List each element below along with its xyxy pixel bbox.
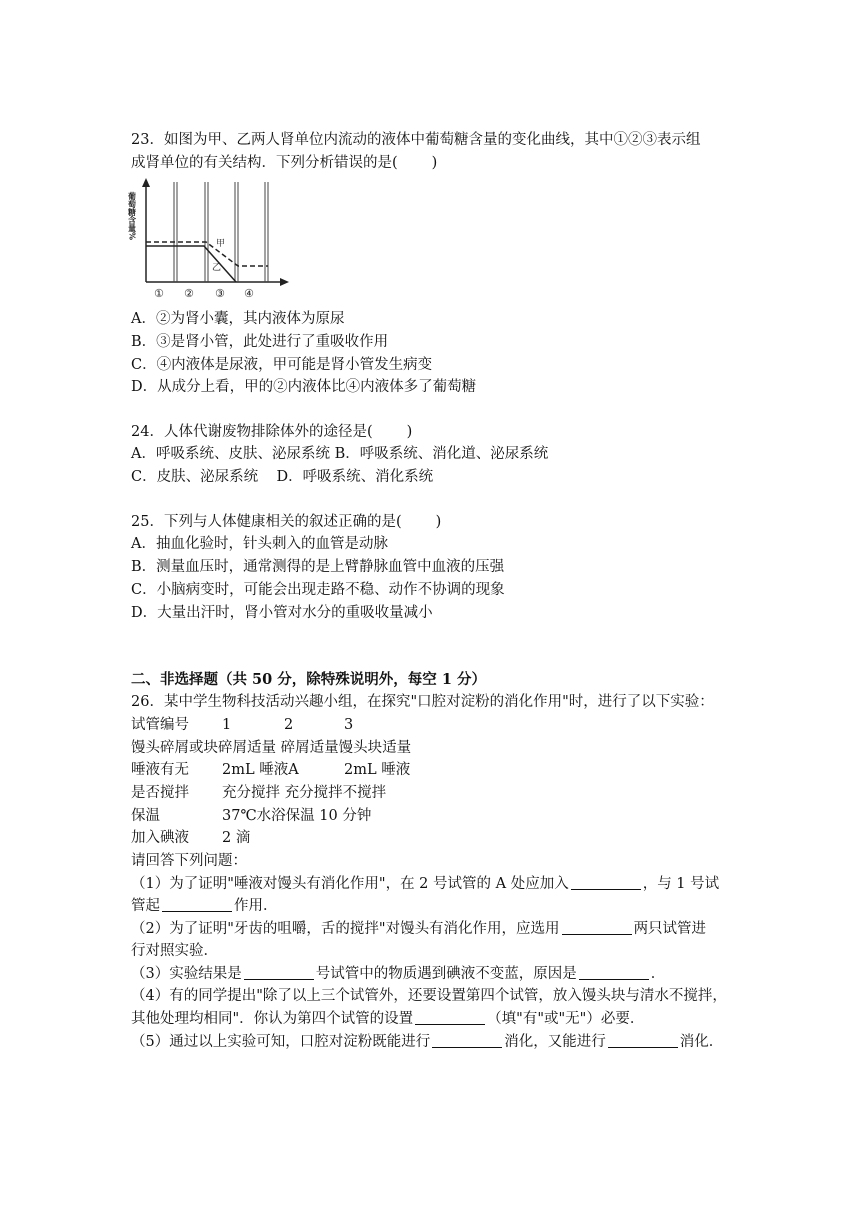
table-r1-c2: 1	[222, 717, 232, 733]
table-r4-c1: 是否搅拌	[131, 785, 189, 801]
q24-stem-paren: )	[406, 424, 413, 440]
answer-blank-3[interactable]	[562, 920, 632, 935]
answer-blank-1[interactable]	[571, 875, 641, 890]
q26-prompt: 请回答下列问题：	[131, 853, 247, 869]
q26-p2b: 两只试管进	[633, 921, 707, 937]
q24-stem	[131, 422, 412, 442]
table-r6-c2: 2 滴	[222, 830, 251, 846]
label-jia: 甲	[216, 239, 226, 249]
q26-p4c: （填"有"或"无"）必要．	[487, 1011, 645, 1027]
q26-p5c: 消化．	[679, 1034, 724, 1050]
tick-3: ③	[215, 287, 225, 300]
q26-p3a: （3）实验结果是	[131, 966, 242, 982]
q23-stem-paren: )	[431, 155, 438, 171]
y-axis-label: 葡萄糖含量%	[128, 192, 137, 241]
q26-p1d: 作用．	[234, 898, 278, 914]
q26-part4-line1: （4）有的同学提出"除了以上三个试管外，还要设置第四个试管，放入馒头块与清水不搅拌，	[131, 988, 727, 1004]
q26-part1-line2	[131, 896, 278, 916]
q23-option-d[interactable]: D．从成分上看，甲的②内液体比④内液体多了葡萄糖	[131, 379, 477, 395]
q23-stem-line2	[131, 153, 437, 173]
table-r3-c1: 唾液有无	[131, 762, 189, 778]
q26-p3c: ．	[650, 966, 666, 982]
table-r5-c2: 37℃水浴保温 10 分钟	[222, 808, 372, 824]
table-r3-c2: 2mL 唾液A	[222, 762, 299, 778]
q26-part5	[131, 1032, 723, 1052]
q23-option-b[interactable]: B．③是肾小管，此处进行了重吸收作用	[131, 334, 389, 350]
glucose-curve-figure	[128, 178, 290, 302]
q25-stem-paren: )	[435, 514, 442, 530]
section-heading: 二、非选择题（共 50 分，除特殊说明外，每空 1 分）	[131, 671, 486, 688]
label-yi: 乙	[212, 263, 222, 273]
q26-p1c: 管起	[131, 898, 160, 914]
table-r6-c1: 加入碘液	[131, 830, 189, 846]
curve-yi	[146, 246, 236, 282]
q25-option-d[interactable]: D．大量出汗时，肾小管对水分的重吸收量减小	[131, 605, 433, 621]
answer-blank-2[interactable]	[162, 897, 232, 912]
q26-p3b: 号试管中的物质遇到碘液不变蓝，原因是	[315, 966, 577, 982]
q25-stem	[131, 512, 441, 532]
q26-p5b: 消化，又能进行	[504, 1034, 606, 1050]
q26-part1-line1	[131, 874, 719, 894]
table-r4-c2: 充分搅拌 充分搅拌不搅拌	[222, 785, 387, 801]
tick-1: ①	[154, 287, 164, 300]
q26-p2a: （2）为了证明"牙齿的咀嚼，舌的搅拌"对馒头有消化作用，应选用	[131, 921, 560, 937]
q23-stem-text: 成肾单位的有关结构．下列分析错误的是(	[131, 155, 398, 171]
q25-option-a[interactable]: A．抽血化验时，针头刺入的血管是动脉	[131, 536, 388, 552]
table-r3-c3: 2mL 唾液	[344, 762, 411, 778]
q26-stem: 26．某中学生物科技活动兴趣小组，在探究"口腔对淀粉的消化作用"时，进行了以下实验：	[131, 694, 714, 710]
q26-part2-line1	[131, 919, 706, 939]
q26-p4b: 其他处理均相同"．你认为第四个试管的设置	[131, 1011, 414, 1027]
q24-options-line2[interactable]: C．皮肤、泌尿系统 D．呼吸系统、消化系统	[131, 469, 434, 485]
q23-option-c[interactable]: C．④内液体是尿液，甲可能是肾小管发生病变	[131, 357, 433, 373]
q25-option-b[interactable]: B．测量血压时，通常测得的是上臂静脉血管中血液的压强	[131, 559, 505, 575]
q23-stem-line1: 23．如图为甲、乙两人肾单位内流动的液体中葡萄糖含量的变化曲线，其中①②③表示组	[131, 132, 701, 148]
answer-blank-6[interactable]	[415, 1010, 485, 1025]
q26-part4-line2	[131, 1009, 644, 1029]
q26-part2-line2: 行对照实验．	[131, 943, 218, 959]
answer-blank-5[interactable]	[579, 965, 649, 980]
q25-stem-text: 25．下列与人体健康相关的叙述正确的是(	[131, 514, 402, 530]
q24-stem-text: 24．人体代谢废物排除体外的途径是(	[131, 424, 373, 440]
answer-blank-8[interactable]	[608, 1033, 678, 1048]
answer-blank-7[interactable]	[432, 1033, 502, 1048]
q26-p1b: ，与 1 号试	[642, 876, 720, 892]
q25-option-c[interactable]: C．小脑病变时，可能会出现走路不稳、动作不协调的现象	[131, 582, 505, 598]
q26-part3	[131, 964, 665, 984]
table-r5-c1: 保温	[131, 808, 160, 824]
q24-options-line1[interactable]: A．呼吸系统、皮肤、泌尿系统 B．呼吸系统、消化道、泌尿系统	[131, 446, 549, 462]
q23-option-a[interactable]: A．②为肾小囊，其内液体为原尿	[131, 311, 345, 327]
table-r2: 馒头碎屑或块碎屑适量 碎屑适量馒头块适量	[131, 740, 412, 756]
tick-2: ②	[184, 287, 194, 300]
q26-p5a: （5）通过以上实验可知，口腔对淀粉既能进行	[131, 1034, 431, 1050]
tick-4: ④	[244, 287, 254, 300]
table-r1-c3: 2	[284, 717, 294, 733]
answer-blank-4[interactable]	[244, 965, 314, 980]
table-r1-c4: 3	[344, 717, 354, 733]
q26-p1a: （1）为了证明"唾液对馒头有消化作用"，在 2 号试管的 A 处应加入	[131, 876, 569, 892]
table-r1-c1: 试管编号	[131, 717, 189, 733]
